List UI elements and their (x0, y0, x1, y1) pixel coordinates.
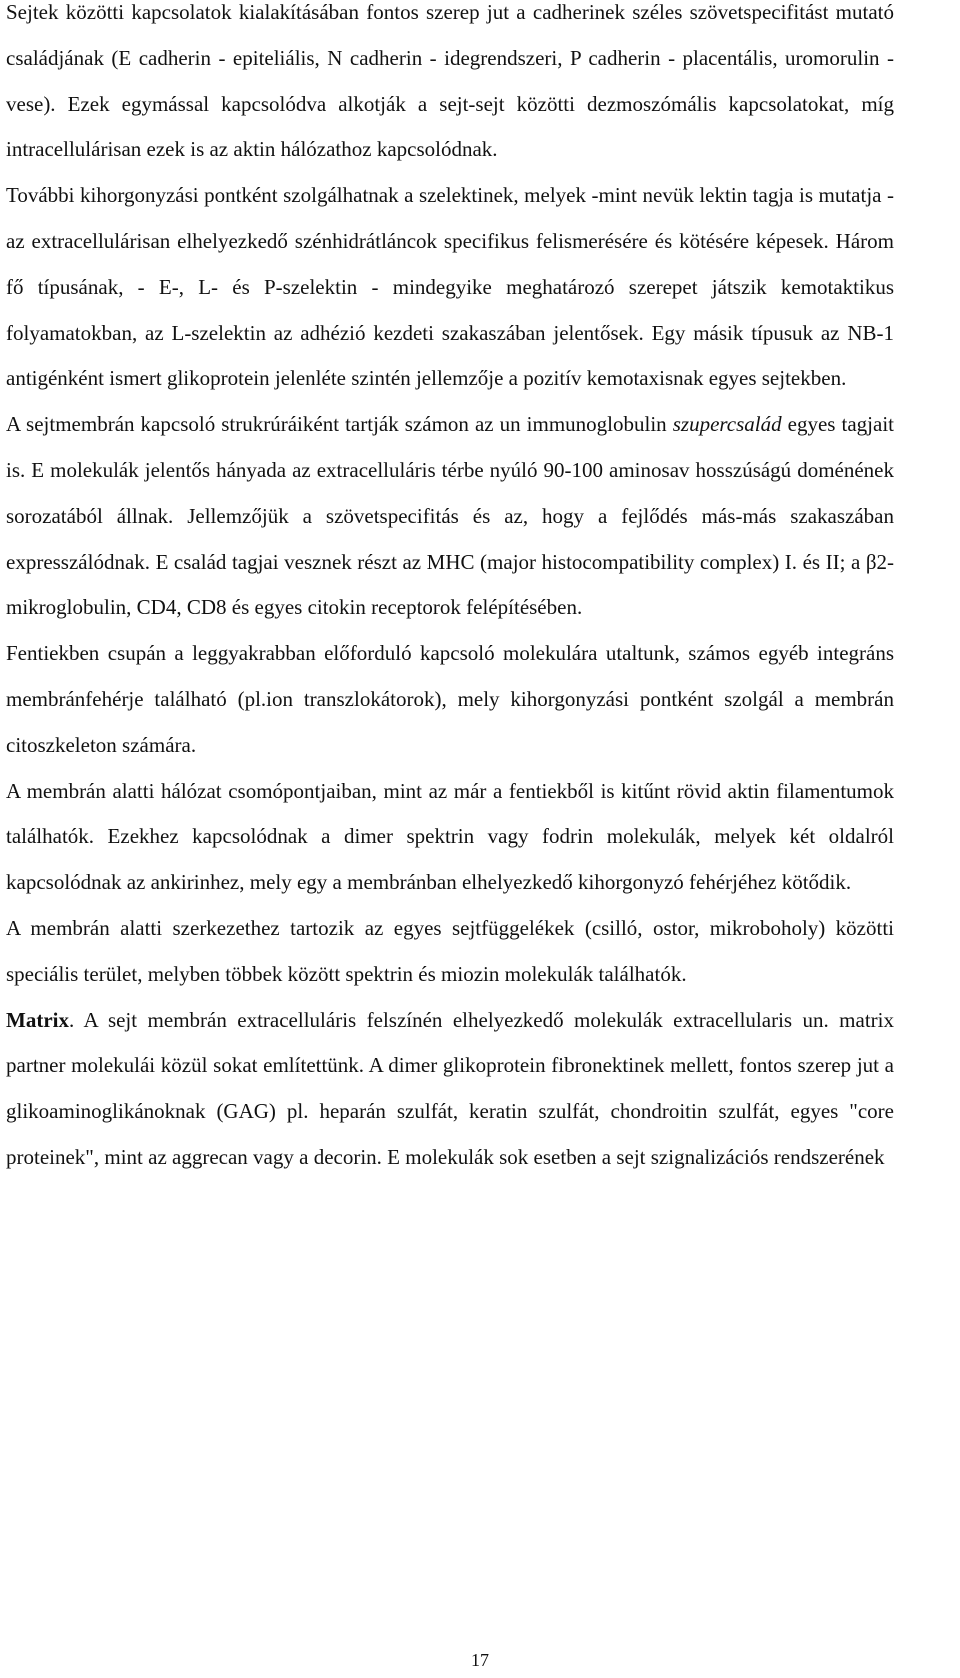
paragraph-selectins: További kihorgonyzási pontként szolgálhatnak a szelektinek, melyek -mint nevük lektin tagja is mutatja - az extracellulárisan elhelyezkedő szénhidrátláncok specifikus felismerésére és kötésére képesek. Három fő típusának, - E-, L- és P-szelektin - mindegyike meghatározó szerepet játszik kemotaktikus folyamatokban, az L-szelektin az adhézió kezdeti szakaszában jelentősek. Egy másik típusuk az NB-1 antigénként ismert glikoprotein jelenléte szintén jellemzője a pozitív kemotaxisnak egyes sejtekben. (6, 183, 894, 391)
paragraph-matrix-text: . A sejt membrán extracelluláris felszínén elhelyezkedő molekulák extracellularis un. matrix partner molekulái közül sokat említettünk. A dimer glikoprotein fibronektinek mellett, fontos szerep jut a glikoaminoglikánoknak (GAG) pl. heparán szulfát, keratin szulfát, chondroitin szulfát, egyes "core proteinek", mint az aggrecan vagy a decorin. E molekulák sok esetben a sejt szignalizációs rendszerének (6, 1007, 894, 1169)
paragraph-immunoglobulin-text-b: egyes tagjait is. E molekulák jelentős hányada az extracelluláris térbe nyúló 90-100 aminosav hosszúságú doménének sorozatából állnak. Jellemzőjük a szövetspecifitás és az, hogy a fejlődés más-más szakaszában expresszálódnak. E család tagjai vesznek részt az MHC (major histocompatibility complex) I. és II; a β2-mikroglobulin, CD4, CD8 és egyes citokin receptorok felépítésében. (6, 412, 895, 620)
paragraph-integral-proteins: Fentiekben csupán a leggyakrabban előforduló kapcsoló molekulára utaltunk, számos egyéb integráns membránfehérje található (pl.ion transzlokátorok), mely kihorgonyzási pontként szolgál a membrán citoszkeleton számára. (6, 641, 894, 757)
paragraph-cadherins: Sejtek közötti kapcsolatok kialakításában fontos szerep jut a cadherinek széles szövetspecifitást mutató családjának (E cadherin - epiteliális, N cadherin - idegrendszeri, P cadherin - placentális, uromorulin - vese). Ezek egymással kapcsolódva alkotják a sejt-sejt közötti dezmoszómális kapcsolatokat, míg intracellulárisan ezek is az aktin hálózathoz kapcsolódnak. (6, 0, 894, 162)
matrix-heading: Matrix (6, 1007, 69, 1032)
paragraph-immunoglobulin-text-a: A sejtmembrán kapcsoló strukrúráiként tartják számon az un immunoglobulin (6, 412, 673, 437)
paragraph-matrix (6, 998, 894, 1181)
paragraph-immunoglobulin (6, 402, 894, 631)
page-number: 17 (471, 1650, 489, 1670)
document-page (6, 0, 894, 1181)
paragraph-cell-appendages: A membrán alatti szerkezethez tartozik az egyes sejtfüggelékek (csilló, ostor, mikroboholy) közötti speciális terület, melyben többek között spektrin és miozin molekulák találhatók. (6, 915, 894, 986)
italic-term-superfamily: szupercsalád (672, 412, 782, 437)
paragraph-membrane-network: A membrán alatti hálózat csomópontjaiban, mint az már a fentiekből is kitűnt rövid aktin filamentumok találhatók. Ezekhez kapcsolódnak a dimer spektrin vagy fodrin molekulák, melyek két oldalról kapcsolódnak az ankirinhez, mely egy a membránban elhelyezkedő kihorgonyzó fehérjéhez kötődik. (6, 778, 894, 895)
